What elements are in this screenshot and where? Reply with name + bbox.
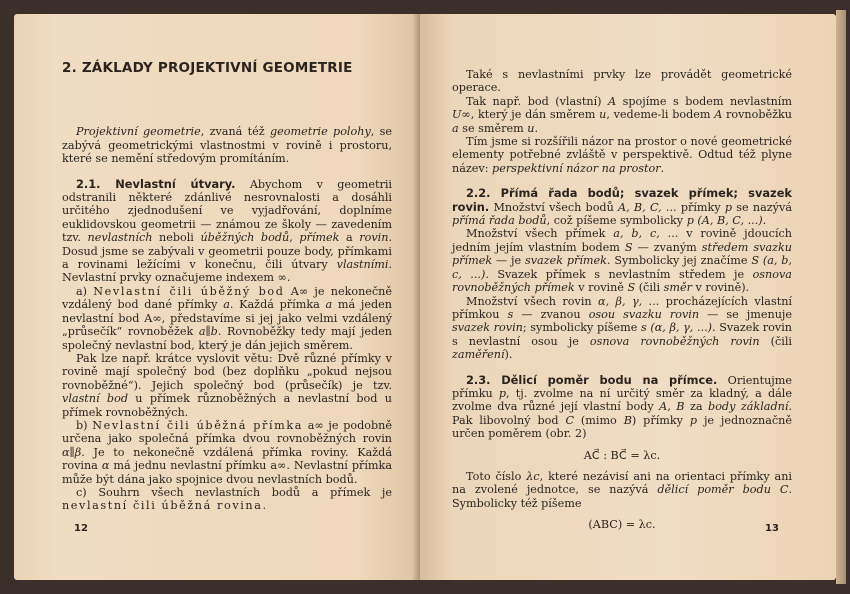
svazek-primek-paragraph: Množství všech přímek a, b, c, ... v rovině jdoucích jedním jejím vlastním bodem S — zvaným středem svazku přímek — je svazek přímek. Symbolicky jej značíme S (a, b, c, ...). Svazek přímek s nevlastním středem je osnova rovnoběžných přímek v rovině S (čili směr v rovině). bbox=[452, 227, 792, 295]
item-b-paragraph: b) Nevlastní čili úběžná přímka a∞ je podobně určena jako společná přímka dvou rovnoběžných rovin α∥β. Je to nekonečně vzdálená přímka roviny. Každá rovina α má jednu nevlastní přímku a∞. Nevlastní přímka může být dána jako spojnice dvou nevlastních bodů. bbox=[62, 418, 392, 486]
svazek-rovin-paragraph: Množství všech rovin α, β, γ, ... procházejících vlastní přímkou s — zvanou osou svazku rovin — se jmenuje svazek rovin; symbolicky píšeme s (α, β, γ, ...). Svazek rovin s nevlastní osou je osnova rovnoběžných rovin (čili zaměření). bbox=[452, 294, 793, 362]
section-heading: 2.3. Dělicí poměr bodu na přímce. bbox=[466, 372, 718, 387]
perspective-paragraph: Tím jsme si rozšířili názor na prostor o nové geometrické elementy potřebné zvláště v perspektivě. Odtud též plyne název: perspektivní názor na prostor. bbox=[452, 135, 792, 175]
intro-paragraph: Projektivní geometrie, zvaná též geometrie polohy, se zabývá geometrickými vlastnostmi v rovině i prostoru, které se nemění středovým promítáním. bbox=[62, 125, 392, 166]
example-point-paragraph: Tak např. bod (vlastní) A spojíme s bodem nevlastním U∞, který je dán směrem u, vedeme-li bodem A rovnoběžku a se směrem u. bbox=[452, 94, 793, 135]
ratio-paragraph: Toto číslo λc, které nezávisí ani na orientaci přímky ani na zvolené jednotce, se nazývá dělicí poměr bodu C. Symbolicky též píšeme bbox=[452, 469, 793, 510]
page-edges bbox=[836, 10, 846, 584]
page-number-left: 12 bbox=[74, 523, 88, 534]
chapter-title: 2. ZÁKLADY PROJEKTIVNÍ GEOMETRIE bbox=[62, 60, 353, 76]
left-page bbox=[14, 14, 420, 580]
right-page bbox=[420, 14, 836, 580]
section-2-3-paragraph: 2.3. Dělicí poměr bodu na přímce. Orientujme přímku p, tj. zvolme na ní určitý směr za kladný, a dále zvolme dva různé její vlastní body A, B za body základní. Pak libovolný bod C (mimo B) přímky p je jednoznačně určen poměrem (obr. 2) bbox=[452, 372, 792, 441]
page-number-right: 13 bbox=[765, 523, 779, 534]
example-paragraph: Pak lze např. krátce vyslovit větu: Dvě různé přímky v rovině mají společný bod (bez doplňku „pokud nejsou rovnoběžné“). Jejich společný bod (průsečík) je tzv. vlastní bod u přímek různoběžných a nevlastní bod u přímek rovnoběžných. bbox=[62, 351, 392, 419]
section-heading: 2.1. Nevlastní útvary. bbox=[76, 176, 236, 191]
section-2-2-paragraph: 2.2. Přímá řada bodů; svazek přímek; svazek rovin. Množství všech bodů A, B, C, ... přímky p se nazývá přímá řada bodů, což píšeme symbolicky p (A, B, C, ...). bbox=[452, 186, 792, 228]
right-page-text bbox=[452, 68, 792, 540]
item-a-paragraph: a) Nevlastní čili úběžný bod A∞ je nekonečně vzdálený bod dané přímky a. Každá přímka a má jeden nevlastní bod A∞, představíme si jej jako velmi vzdálený „průsečík“ rovnoběžek a∥b. Rovnoběžky tedy mají jeden společný nevlastní bod, který je dán jejich směrem. bbox=[62, 284, 393, 352]
section-heading: 2.2. Přímá řada bodů; svazek přímek; svazek rovin. bbox=[452, 186, 792, 214]
section-2-1-paragraph: 2.1. Nevlastní útvary. Abychom v geometrii odstranili některé zdánlivé nesrovnalosti a dosáhli určitého zjednodušení ve vyjadřování, doplníme euklidovskou geometrii — známou ze školy — zavedením tzv. nevlastních neboli úběžných bodů, přímek a rovin. Dosud jsme se zabývali v geometrii pouze body, přímkami a rovinami ležícími v konečnu, čili útvary vlastními. Nevlastní prvky označujeme indexem ∞. bbox=[62, 176, 392, 285]
ratio-symbol-formula: (ABC) = λc. bbox=[588, 518, 656, 532]
ratio-formula: AC⃗ : BC⃗ = λc. bbox=[583, 448, 661, 462]
left-page-text bbox=[62, 62, 392, 513]
item-c-paragraph: c) Souhrn všech nevlastních bodů a přímek je nevlastní čili úběžná rovina. bbox=[62, 485, 393, 513]
operations-paragraph: Také s nevlastními prvky lze provádět geometrické operace. bbox=[452, 68, 792, 95]
